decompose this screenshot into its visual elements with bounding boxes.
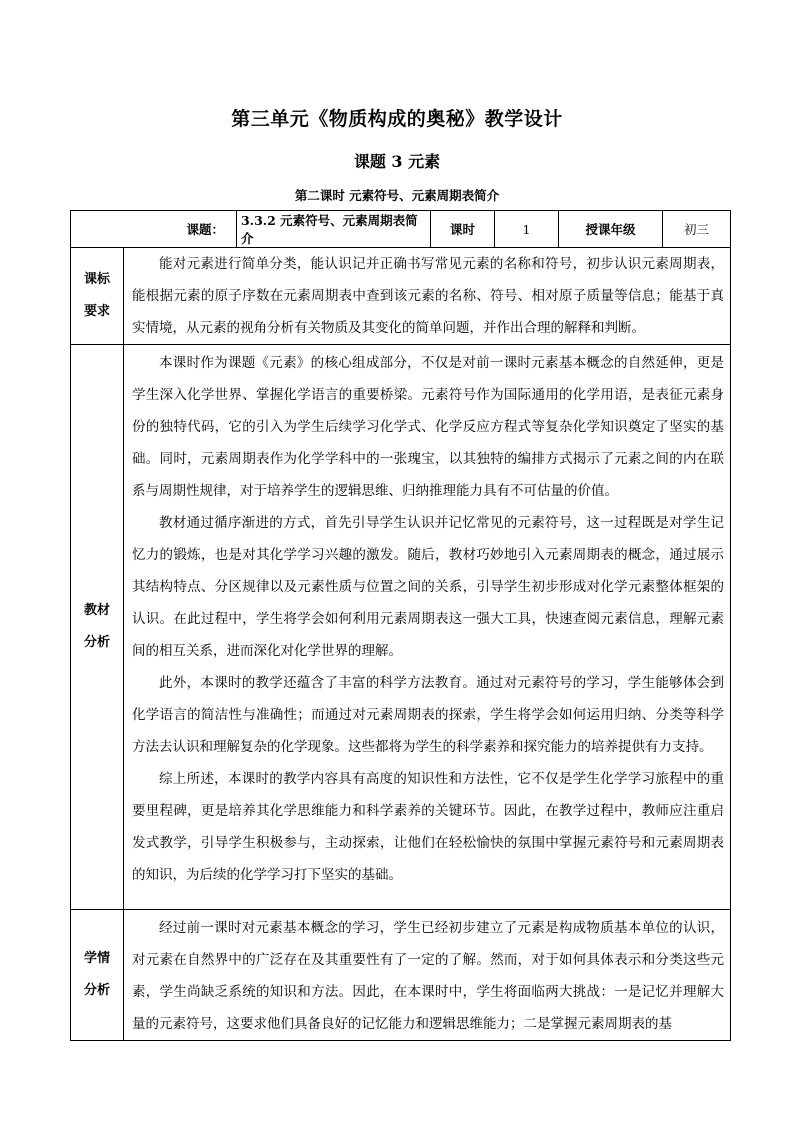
students-label-line1: 学情 [83, 951, 110, 966]
students-paragraph: 经过前一课时对元素基本概念的学习，学生已经初步建立了元素是构成物质基本单位的认识，对元素在自然界中的广泛存在及其重要性有了一定的了解。然而，对于如何具体表示和分类这些元素，学生尚缺乏系统的知识和方法。因此，在本课时中，学生将面临两大挑战：一是记忆并理解大量的元素符号，这要求他们具备良好的记忆能力和逻辑思维能力；二是掌握元素周期表的基 [132, 920, 725, 1032]
textbook-content [124, 345, 731, 910]
lesson-heading: 第二课时 元素符号、元素周期表简介 [294, 188, 500, 203]
students-content [124, 910, 731, 1041]
document-subtitle: 课题 3 元素 [353, 152, 441, 171]
grade-value: 初三 [663, 211, 731, 248]
textbook-paragraph-3: 此外，本课时的教学还蕴含了丰富的科学方法教育。通过对元素符号的学习，学生能够体会到化学语言的简洁性与准确性；而通过对元素周期表的探索，学生将学会如何运用归纳、分类等科学方法去认识和理解复杂的化学现象。这些都将为学生的科学素养和探究能力的培养提供有力支持。 [132, 675, 725, 755]
textbook-paragraph-1: 本课时作为课题《元素》的核心组成部分，不仅是对前一课时元素基本概念的自然延伸，更是学生深入化学世界、掌握化学语言的重要桥梁。元素符号作为国际通用的化学用语，是表征元素身份的独特代码，它的引入为学生后续学习化学式、化学反应方程式等复杂化学知识奠定了坚实的基础。同时，元素周期表作为化学学科中的一张瑰宝，以其独特的编排方式揭示了元素之间的内在联系与周期性规律，对于培养学生的逻辑思维、归纳推理能力具有不可估量的价值。 [132, 355, 725, 499]
textbook-paragraph-2: 教材通过循序渐进的方式，首先引导学生认识并记忆常见的元素符号，这一过程既是对学生记忆力的锻炼，也是对其化学学习兴趣的激发。随后，教材巧妙地引入元素周期表的概念，通过展示其结构特点、分区规律以及元素性质与位置之间的关系，引导学生初步形成对化学元素整体框架的认识。在此过程中，学生将学会如何利用元素周期表这一强大工具，快速查阅元素信息，理解元素间的相互关系，进而深化对化学世界的理解。 [132, 515, 725, 659]
topic-label: 课题： [71, 211, 237, 248]
textbook-label [71, 345, 124, 910]
grade-label: 授课年级 [559, 211, 663, 248]
hours-value: 1 [495, 211, 559, 248]
standard-label-line1: 课标 [83, 272, 110, 287]
standard-label-line2: 要求 [83, 304, 110, 319]
students-label-line2: 分析 [83, 983, 110, 998]
document-title: 第三单元《物质构成的奥秘》教学设计 [231, 108, 563, 130]
standard-row [71, 248, 731, 345]
textbook-label-line2: 分析 [83, 635, 110, 650]
textbook-label-line1: 教材 [83, 603, 110, 618]
hours-label: 课时 [431, 211, 495, 248]
textbook-row [71, 345, 731, 910]
header-row [71, 211, 731, 248]
lesson-plan-table [70, 210, 731, 1041]
topic-value: 3.3.2 元素符号、元素周期表简介 [237, 211, 431, 248]
standard-label [71, 248, 124, 345]
standard-content [124, 248, 731, 345]
students-label [71, 910, 124, 1041]
textbook-paragraph-4: 综上所述，本课时的教学内容具有高度的知识性和方法性，它不仅是学生化学学习旅程中的重要里程碑，更是培养其化学思维能力和科学素养的关键环节。因此，在教学过程中，教师应注重启发式教学，引导学生积极参与，主动探索，让他们在轻松愉快的氛围中掌握元素符号和元素周期表的知识，为后续的化学学习打下坚实的基础。 [132, 771, 725, 883]
students-row [71, 910, 731, 1041]
standard-paragraph: 能对元素进行简单分类，能认识记并正确书写常见元素的名称和符号，初步认识元素周期表，能根据元素的原子序数在元素周期表中查到该元素的名称、符号、相对原子质量等信息；能基于真实情境，从元素的视角分析有关物质及其变化的简单问题，并作出合理的解释和判断。 [132, 256, 725, 336]
